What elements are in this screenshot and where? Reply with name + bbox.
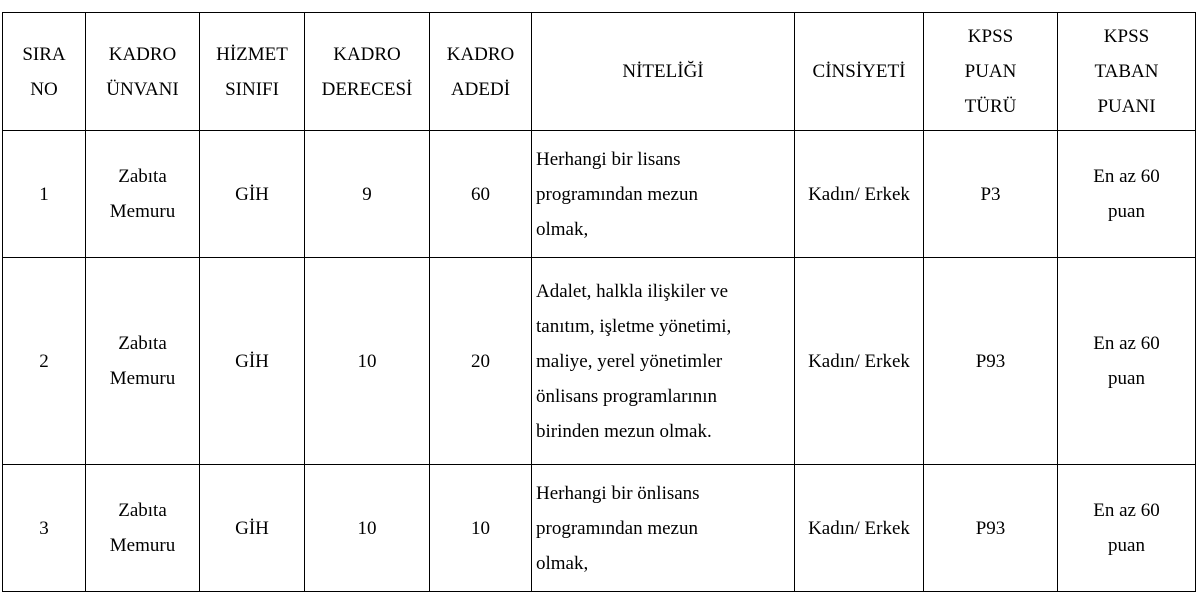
header-kpss-taban-puani: [1058, 13, 1196, 131]
header-kadro-adedi: [430, 13, 532, 131]
header-line: KADRO: [333, 43, 401, 65]
header-kadro-unvani: [86, 13, 200, 131]
cell-niteligi: [532, 258, 795, 465]
header-line: SIRA: [22, 43, 66, 65]
cell-line: olmak,: [536, 552, 589, 574]
header-line: KPSS: [967, 26, 1014, 47]
cell-kadro-adedi: 20: [430, 258, 532, 465]
cell-kadro-adedi: 60: [430, 131, 532, 258]
cell-kadro-unvani: [86, 258, 200, 465]
cell-line: birinden mezun olmak.: [536, 420, 712, 442]
cell-line: Herhangi bir lisans: [536, 148, 681, 170]
cell-sira-no: 2: [3, 258, 86, 465]
cell-line: olmak,: [536, 218, 589, 240]
header-sira-no: [3, 13, 86, 131]
header-line: CİNSİYETİ: [812, 61, 906, 82]
cell-kadro-unvani: [86, 465, 200, 592]
table-row: [3, 258, 1196, 465]
cell-cinsiyeti: Kadın/ Erkek: [795, 131, 924, 258]
header-line: PUANI: [1097, 96, 1156, 117]
cell-line: puan: [1108, 535, 1145, 556]
cell-line: maliye, yerel yönetimler: [536, 350, 723, 372]
cell-line: Memuru: [109, 535, 176, 556]
cell-line: puan: [1108, 368, 1145, 389]
cell-line: tanıtım, işletme yönetimi,: [536, 315, 732, 337]
header-cinsiyeti: [795, 13, 924, 131]
header-line: PUAN: [964, 61, 1017, 82]
header-line: KADRO: [446, 43, 515, 65]
header-row: [3, 13, 1196, 131]
cell-sira-no: 3: [3, 465, 86, 592]
header-line: NO: [30, 78, 58, 100]
cell-line: puan: [1108, 201, 1145, 222]
cell-kpss-taban-puani: [1058, 258, 1196, 465]
cell-hizmet-sinifi: GİH: [200, 258, 305, 465]
cell-kpss-puan-turu: P3: [924, 131, 1058, 258]
header-line: SINIFI: [225, 78, 279, 100]
table-row: [3, 465, 1196, 592]
cell-cinsiyeti: Kadın/ Erkek: [795, 465, 924, 592]
cell-line: Zabıta: [118, 500, 167, 521]
cell-line: Zabıta: [118, 333, 167, 354]
table-row: [3, 131, 1196, 258]
header-line: TÜRÜ: [964, 96, 1017, 117]
cell-line: En az 60: [1093, 166, 1160, 187]
cell-hizmet-sinifi: GİH: [200, 465, 305, 592]
cell-kadro-derecesi: 10: [305, 258, 430, 465]
cell-niteligi: [532, 465, 795, 592]
cell-line: En az 60: [1093, 333, 1160, 354]
cell-line: Memuru: [109, 368, 176, 389]
cell-kpss-puan-turu: P93: [924, 465, 1058, 592]
cell-cinsiyeti: Kadın/ Erkek: [795, 258, 924, 465]
header-kpss-puan-turu: [924, 13, 1058, 131]
cell-kadro-derecesi: 10: [305, 465, 430, 592]
cell-kadro-derecesi: 9: [305, 131, 430, 258]
cell-line: önlisans programlarının: [536, 385, 717, 407]
header-line: ADEDİ: [450, 78, 511, 100]
header-line: HİZMET: [216, 43, 288, 65]
cell-line: programından mezun: [536, 183, 698, 205]
header-line: KPSS: [1103, 26, 1150, 47]
cell-line: Memuru: [109, 201, 176, 222]
cell-kadro-adedi: 10: [430, 465, 532, 592]
document-table-container: [2, 12, 1196, 592]
kadro-table: [2, 12, 1196, 592]
header-line: ÜNVANI: [106, 78, 179, 100]
header-hizmet-sinifi: [200, 13, 305, 131]
header-niteligi: [532, 13, 795, 131]
cell-kpss-puan-turu: P93: [924, 258, 1058, 465]
cell-line: Zabıta: [118, 166, 167, 187]
cell-line: Adalet, halkla ilişkiler ve: [536, 280, 729, 302]
cell-line: programından mezun: [536, 517, 698, 539]
header-kadro-derecesi: [305, 13, 430, 131]
cell-kadro-unvani: [86, 131, 200, 258]
cell-hizmet-sinifi: GİH: [200, 131, 305, 258]
cell-kpss-taban-puani: [1058, 131, 1196, 258]
header-line: TABAN: [1094, 61, 1159, 82]
cell-sira-no: 1: [3, 131, 86, 258]
cell-line: Herhangi bir önlisans: [536, 482, 700, 504]
header-line: KADRO: [108, 43, 177, 65]
header-line: NİTELİĞİ: [622, 61, 704, 82]
header-line: DERECESİ: [321, 78, 413, 100]
cell-niteligi: [532, 131, 795, 258]
cell-line: En az 60: [1093, 500, 1160, 521]
cell-kpss-taban-puani: [1058, 465, 1196, 592]
